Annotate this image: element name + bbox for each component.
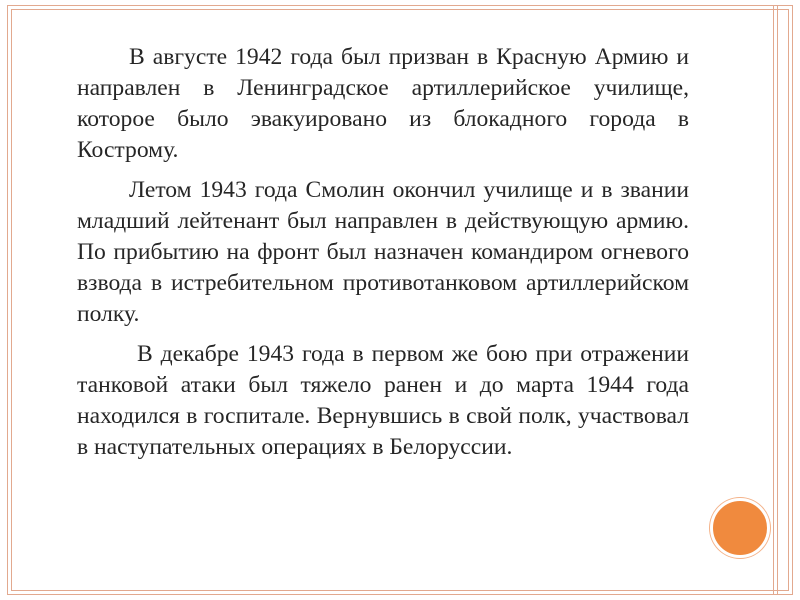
frame-right-line — [777, 5, 778, 595]
paragraph: В августе 1942 года был призван в Красную Армию и направлен в Ленинградское артиллерийское училище, которое было эвакуировано из блокадного города в Кострому. — [77, 44, 689, 163]
frame-right-line — [773, 5, 774, 595]
paragraph: В декабре 1943 года в первом же бою при отражении танковой атаки был тяжело ранен и до марта 1944 года находился в госпитале. Вернувшись в свой полк, участвовал в наступательных операциях в Белоруссии. — [77, 341, 689, 460]
paragraph: Летом 1943 года Смолин окончил училище и в звании младший лейтенант был направлен в действующую армию. По прибытию на фронт был назначен командиром огневого взвода в истребительном противотанковом артиллерийском полку. — [77, 177, 689, 327]
decorative-orange-circle — [710, 498, 770, 558]
slide-text — [77, 42, 689, 472]
